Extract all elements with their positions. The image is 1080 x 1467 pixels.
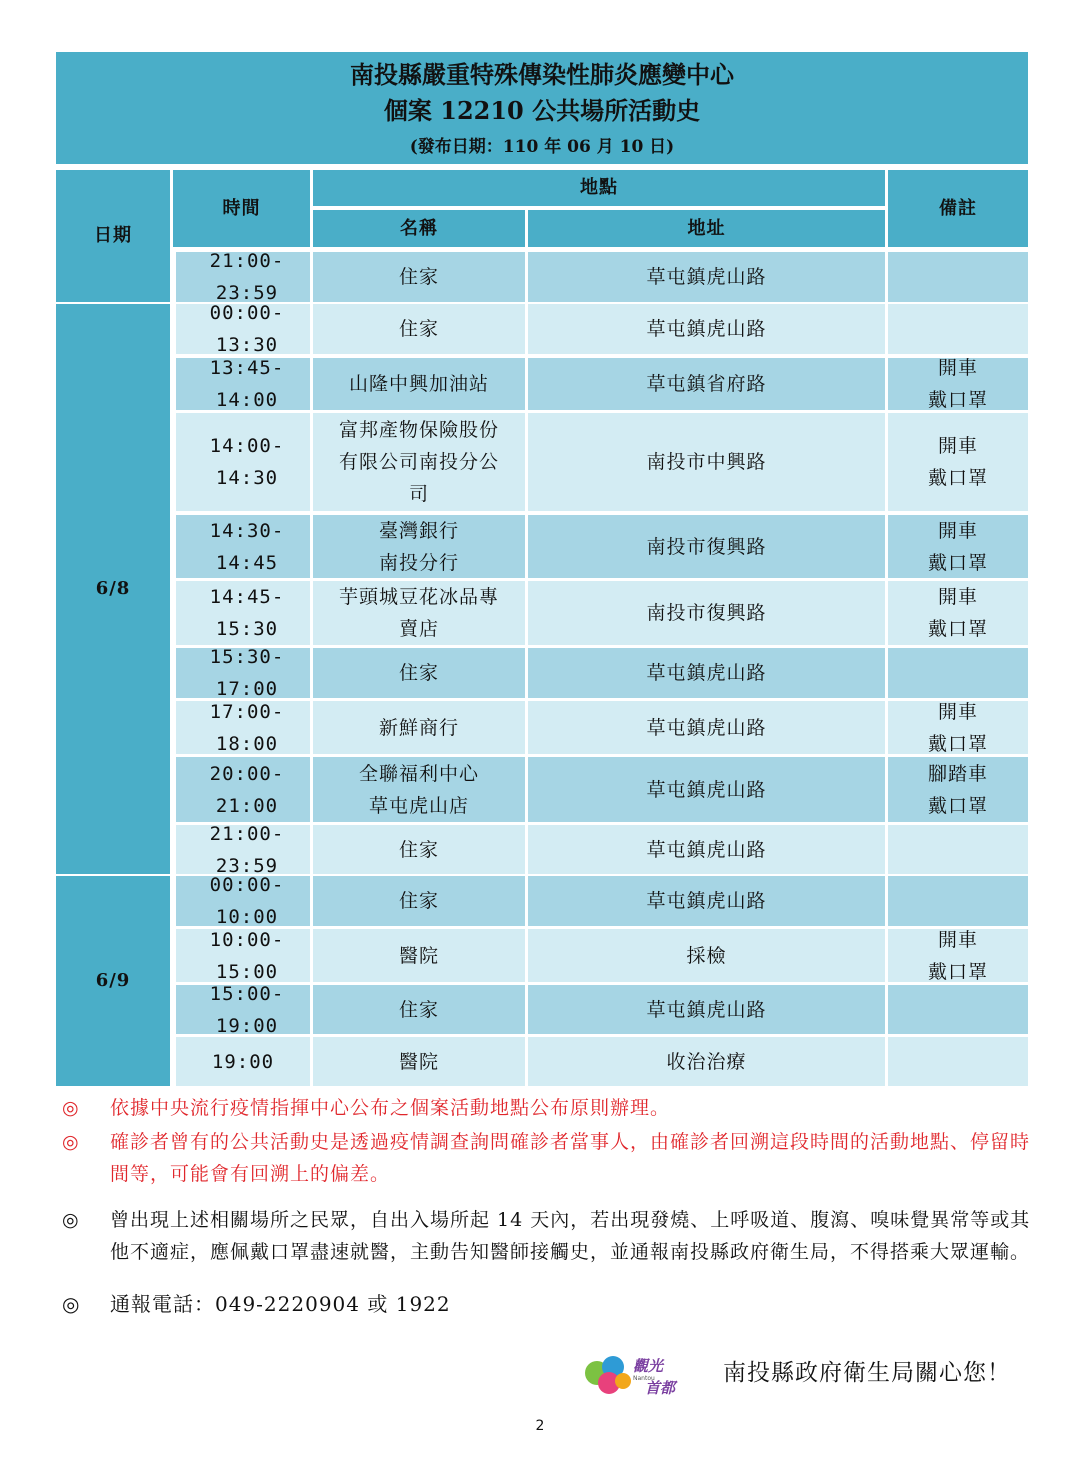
page-title: 南投縣嚴重特殊傳染性肺炎應變中心 (350, 60, 734, 89)
note-mark: ◎ (62, 1097, 80, 1119)
date-cell: 6/9 (56, 876, 170, 1086)
time-cell: 00:00-13:30 (176, 304, 310, 354)
place-name-cell: 住家 (313, 304, 525, 354)
note-cell (888, 825, 1028, 874)
place-address-cell: 草屯鎮虎山路 (528, 757, 885, 822)
place-address-cell: 南投市中興路 (528, 413, 885, 511)
time-cell: 14:00-14:30 (176, 413, 310, 511)
place-name-cell: 住家 (313, 648, 525, 698)
note-item (62, 1126, 1032, 1190)
note-cell (888, 1037, 1028, 1086)
note-mark: ◎ (62, 1209, 80, 1231)
column-header-note: 備註 (888, 170, 1028, 247)
place-name-cell: 新鮮商行 (313, 701, 525, 754)
time-cell: 10:00-15:00 (176, 929, 310, 982)
place-address-cell: 草屯鎮虎山路 (528, 985, 885, 1034)
time-cell: 17:00-18:00 (176, 701, 310, 754)
place-name-cell: 住家 (313, 876, 525, 926)
note-item (62, 1092, 1032, 1124)
note-cell: 腳踏車 戴口罩 (888, 757, 1028, 822)
place-name-cell: 臺灣銀行 南投分行 (313, 515, 525, 578)
place-address-cell: 草屯鎮虎山路 (528, 304, 885, 354)
place-name-cell: 醫院 (313, 929, 525, 982)
logo-text-small: Nantou (633, 1375, 655, 1382)
page-number: 2 (535, 1418, 545, 1434)
note-mark: ◎ (62, 1131, 80, 1153)
page-subtitle: 個案 12210 公共場所活動史 (383, 96, 701, 125)
place-address-cell: 草屯鎮虎山路 (528, 648, 885, 698)
note-cell (888, 304, 1028, 354)
note-item (62, 1288, 1032, 1320)
place-name-cell: 山隆中興加油站 (313, 358, 525, 410)
column-header-name: 名稱 (313, 210, 525, 247)
footer-slogan: 南投縣政府衛生局關心您！ (723, 1360, 1011, 1386)
time-cell: 15:00-19:00 (176, 985, 310, 1034)
place-name-cell: 住家 (313, 252, 525, 302)
place-address-cell: 草屯鎮省府路 (528, 358, 885, 410)
time-cell: 21:00-23:59 (176, 825, 310, 874)
hotline-text: 通報電話：049-2220904 或 1922 (110, 1292, 451, 1316)
time-cell: 14:30-14:45 (176, 515, 310, 578)
note-cell: 開車 戴口罩 (888, 358, 1028, 410)
place-address-cell: 採檢 (528, 929, 885, 982)
publish-date: (發布日期：110 年 06 月 10 日) (409, 137, 675, 157)
note-text: 依據中央流行疫情指揮中心公布之個案活動地點公布原則辦理。 (110, 1097, 671, 1119)
time-cell: 13:45-14:00 (176, 358, 310, 410)
note-cell: 開車 戴口罩 (888, 515, 1028, 578)
place-name-cell: 住家 (313, 985, 525, 1034)
column-header-time: 時間 (173, 170, 310, 247)
date-cell: 6/8 (56, 304, 170, 874)
place-address-cell: 南投市復興路 (528, 515, 885, 578)
note-cell: 開車 戴口罩 (888, 701, 1028, 754)
place-name-cell: 醫院 (313, 1037, 525, 1086)
place-name-cell: 富邦產物保險股份 有限公司南投分公 司 (313, 413, 525, 511)
note-cell: 開車 戴口罩 (888, 413, 1028, 511)
title-banner (56, 52, 1028, 164)
time-cell: 21:00-23:59 (176, 252, 310, 302)
time-cell: 15:30-17:00 (176, 648, 310, 698)
column-header-address: 地址 (528, 210, 885, 247)
notes-section (62, 1092, 1032, 1320)
place-address-cell: 收治治療 (528, 1037, 885, 1086)
place-name-cell: 全聯福利中心 草屯虎山店 (313, 757, 525, 822)
time-cell: 20:00-21:00 (176, 757, 310, 822)
note-item (62, 1204, 1032, 1268)
place-name-cell: 住家 (313, 825, 525, 874)
logo-text-sub: 首都 (645, 1379, 676, 1397)
note-cell (888, 985, 1028, 1034)
place-address-cell: 草屯鎮虎山路 (528, 252, 885, 302)
time-cell: 00:00-10:00 (176, 876, 310, 926)
note-text: 曾出現上述相關場所之民眾，自出入場所起 14 天內，若出現發燒、上呼吸道、腹瀉、嗅味覺異常等或其他不適症，應佩戴口罩盡速就醫，主動告知醫師接觸史，並通報南投縣政府衛生局，不得搭乘大眾運輸。 (110, 1209, 1031, 1263)
note-mark: ◎ (62, 1292, 81, 1316)
place-name-cell: 芋頭城豆花冰品專 賣店 (313, 581, 525, 645)
footer (583, 1343, 1043, 1403)
note-cell: 開車 戴口罩 (888, 929, 1028, 982)
column-header-date: 日期 (56, 170, 170, 302)
place-address-cell: 草屯鎮虎山路 (528, 701, 885, 754)
note-text: 確診者曾有的公共活動史是透過疫情調查詢問確診者當事人，由確診者回溯這段時間的活動地點、停留時間等，可能會有回溯上的偏差。 (110, 1131, 1031, 1185)
time-cell: 14:45-15:30 (176, 581, 310, 645)
column-header-place: 地點 (313, 170, 885, 206)
nantou-tourism-logo (583, 1349, 708, 1399)
note-cell (888, 876, 1028, 926)
note-cell (888, 648, 1028, 698)
note-cell: 開車 戴口罩 (888, 581, 1028, 645)
place-address-cell: 南投市復興路 (528, 581, 885, 645)
logo-text-main: 觀光 (633, 1357, 664, 1375)
time-cell: 19:00 (176, 1037, 310, 1086)
place-address-cell: 草屯鎮虎山路 (528, 876, 885, 926)
place-address-cell: 草屯鎮虎山路 (528, 825, 885, 874)
note-cell (888, 252, 1028, 302)
